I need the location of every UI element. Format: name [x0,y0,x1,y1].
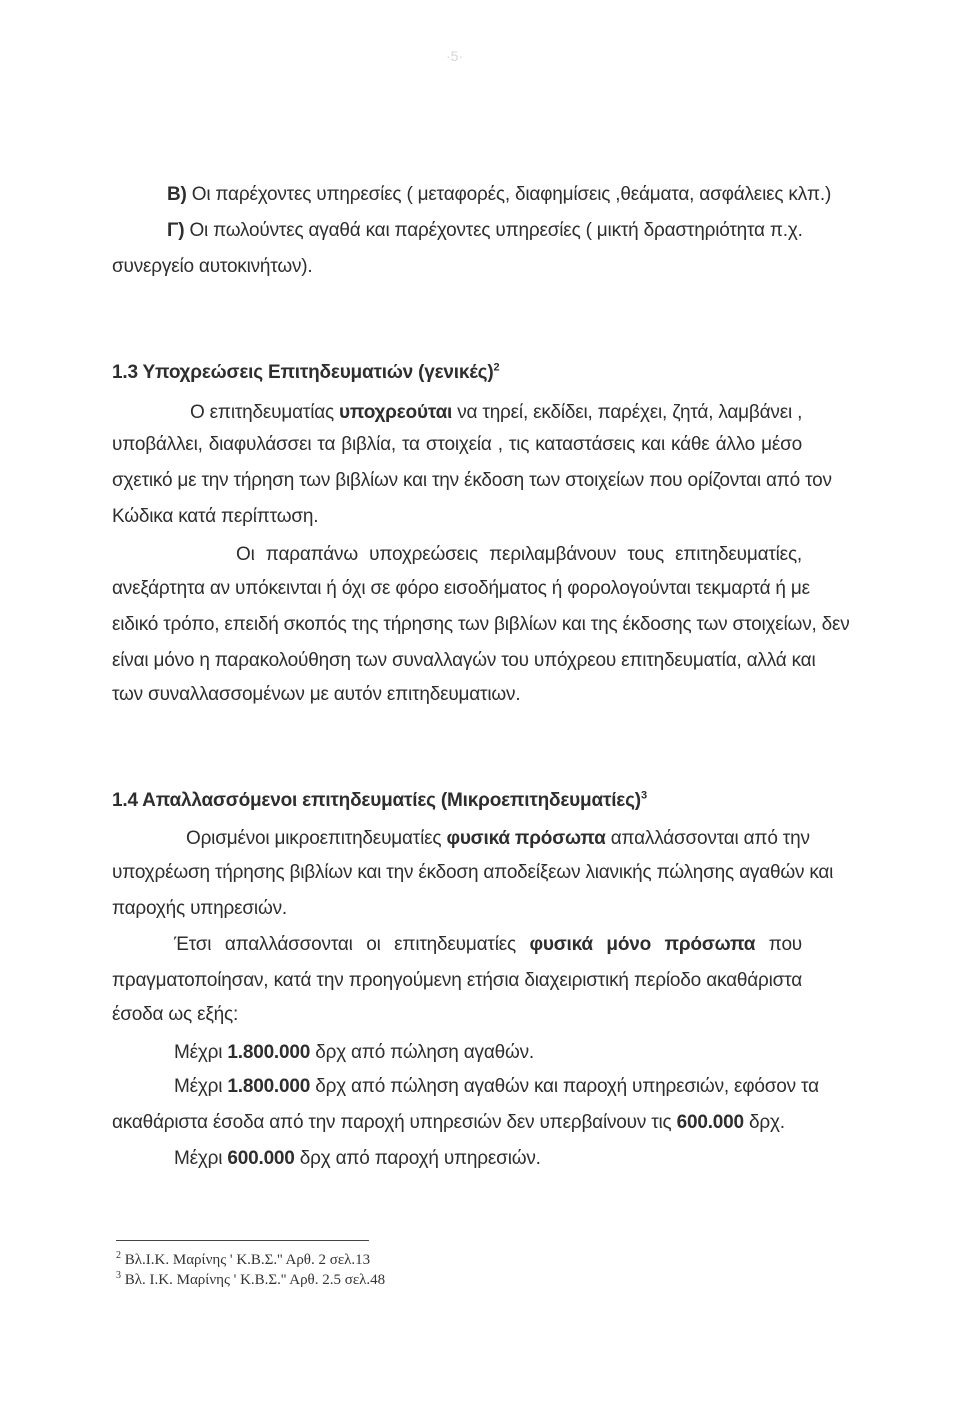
paragraph-1-3b-line-1: Οι παραπάνω υποχρεώσεις περιλαμβάνουν τους επιτηδευματίες, [236,544,802,565]
paragraph-1-3-line-4: Κώδικα κατά περίπτωση. [112,506,319,527]
text-run: Ορισμένοι μικροεπιτηδευματίες [186,828,447,849]
section-heading-1-3-text: 1.3 Υποχρεώσεις Επιτηδευματιών (γενικές) [112,362,494,383]
paragraph-1-3b-line-4: είναι μόνο η παρακολούθηση των συναλλαγών του υπόχρεου επιτηδευματία, αλλά και [112,650,816,671]
text-run: να τηρεί, εκδίδει, παρέχει, ζητά, λαμβάνει , [452,402,803,423]
section-heading-1-3 [112,362,499,384]
paragraph-1-3b-line-5: των συναλλασσομένων με αυτόν επιτηδευματιων. [112,684,521,705]
paragraph-1-3-line-2: υποβάλλει, διαφυλάσσει τα βιβλία, τα στοιχεία , τις καταστάσεις και κάθε άλλο μέσο [112,434,802,455]
text-run: Μέχρι [174,1076,228,1097]
text-run: ακαθάριστα έσοδα από την παροχή υπηρεσιών δεν υπερβαίνουν τις [112,1112,677,1133]
footnote-mark: 2 [116,1250,121,1261]
footnote-ref-2: 2 [493,361,500,374]
paragraph-1-4-line-1 [186,828,810,850]
paragraph-1-3-line-1 [190,402,802,424]
page-number-mark: ·5· [446,48,464,64]
list-item-b [167,184,831,206]
threshold-item-3 [174,1148,541,1170]
threshold-item-2 [174,1076,819,1098]
paragraph-1-4b-line-3: έσοδα ως εξής: [112,1004,239,1025]
section-heading-1-4-text: 1.4 Απαλλασσόμενοι επιτηδευματίες (Μικροεπιτηδευματίες) [112,790,641,811]
paragraph-1-3b-line-3: ειδικό τρόπο, επειδή σκοπός της τήρησης των βιβλίων και της έκδοσης των στοιχείων, δεν [112,614,850,635]
threshold-amount: 1.800.000 [227,1076,311,1097]
text-run: δρχ από πώληση αγαθών. [310,1042,534,1063]
threshold-item-2-continued [112,1112,785,1134]
text-run: δρχ από παροχή υπηρεσιών. [294,1148,541,1169]
list-item-c-prefix: Γ) [167,220,185,241]
footnote-text: Βλ. Ι.Κ. Μαρίνης ' Κ.Β.Σ.'' Αρθ. 2.5 σελ.48 [121,1272,386,1288]
text-run: Μέχρι [174,1148,228,1169]
list-item-c-text: Οι πωλούντες αγαθά και παρέχοντες υπηρεσίες ( μικτή δραστηριότητα π.χ. [184,220,803,241]
footnote-text: Βλ.Ι.Κ. Μαρίνης ' Κ.Β.Σ.'' Αρθ. 2 σελ.13 [121,1252,371,1268]
text-run: που [755,934,802,955]
emphasis-only-natural-persons: φυσικά μόνο πρόσωπα [529,934,756,955]
threshold-amount: 600.000 [676,1112,744,1133]
footnote-separator [116,1240,369,1241]
list-item-c-continued: συνεργείο αυτοκινήτων). [112,256,313,277]
text-run: Έτσι απαλλάσσονται οι επιτηδευματίες [174,934,530,955]
paragraph-1-4b-line-1 [174,934,802,956]
paragraph-1-3b-line-2: ανεξάρτητα αν υπόκεινται ή όχι σε φόρο εισοδήματος ή φορολογούνται τεκμαρτά ή με [112,578,810,599]
footnote-3 [116,1272,385,1289]
list-item-b-text: Οι παρέχοντες υπηρεσίες ( μεταφορές, διαφημίσεις ,θεάματα, ασφάλειες κλπ.) [186,184,832,205]
text-run: δρχ από πώληση αγαθών και παροχή υπηρεσιών, εφόσον τα [310,1076,819,1097]
text-run: δρχ. [743,1112,785,1133]
emphasis-obliged: υποχρεούται [339,402,453,423]
section-heading-1-4 [112,790,647,812]
text-run: Μέχρι [174,1042,228,1063]
footnote-mark: 3 [116,1270,121,1281]
footnote-2 [116,1252,370,1269]
paragraph-1-4-line-2: υποχρέωση τήρησης βιβλίων και την έκδοση αποδείξεων λιανικής πώλησης αγαθών και [112,862,834,883]
threshold-amount: 600.000 [227,1148,295,1169]
threshold-item-1 [174,1042,534,1064]
text-run: Ο επιτηδευματίας [190,402,340,423]
threshold-amount: 1.800.000 [227,1042,311,1063]
paragraph-1-3-line-3: σχετικό με την τήρηση των βιβλίων και την έκδοση των στοιχείων που ορίζονται από τον [112,470,832,491]
emphasis-natural-persons: φυσικά πρόσωπα [446,828,606,849]
text-run: απαλλάσσονται από την [605,828,810,849]
footnote-ref-3: 3 [640,789,647,802]
paragraph-1-4b-line-2: πραγματοποίησαν, κατά την προηγούμενη ετήσια διαχειριστική περίοδο ακαθάριστα [112,970,802,991]
list-item-c [167,220,803,242]
paragraph-1-4-line-3: παροχής υπηρεσιών. [112,898,287,919]
list-item-b-prefix: Β) [167,184,187,205]
